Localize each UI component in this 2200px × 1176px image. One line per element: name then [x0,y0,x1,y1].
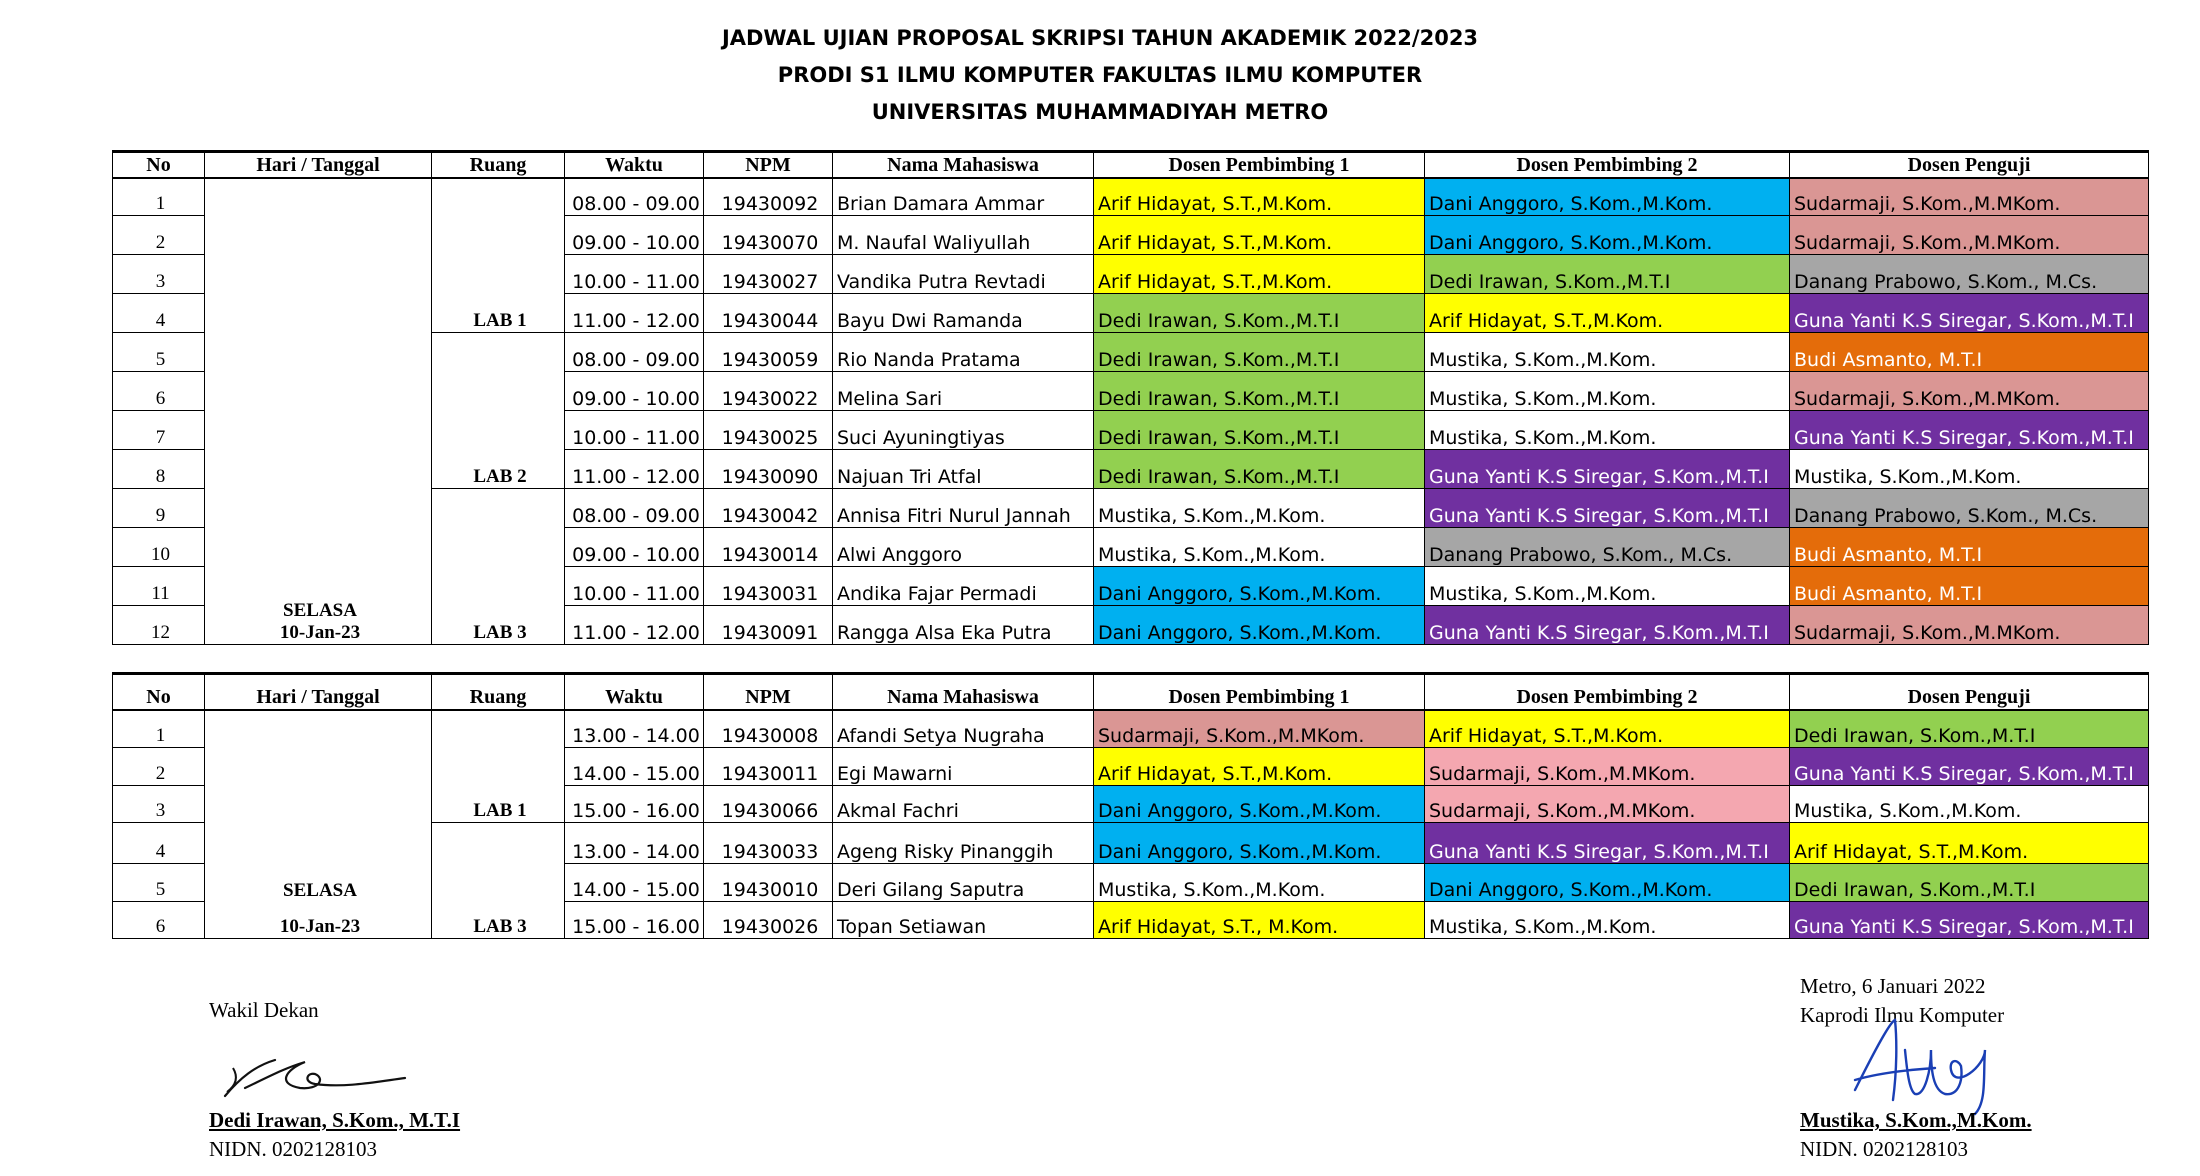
advisor-2-cell: Arif Hidayat, S.T.,M.Kom. [1425,294,1790,333]
signature-left [209,996,319,1025]
time-cell: 09.00 - 10.00 [565,528,704,567]
advisor-2-cell: Mustika, S.Kom.,M.Kom. [1425,372,1790,411]
column-header-p1: Dosen Pembimbing 1 [1094,674,1425,710]
signature-right-role: Kaprodi Ilmu Komputer [1800,1003,2005,1027]
row-number: 1 [113,178,205,216]
advisor-1-cell: Dani Anggoro, S.Kom.,M.Kom. [1094,606,1425,645]
advisor-1-cell: Dani Anggoro, S.Kom.,M.Kom. [1094,786,1425,823]
npm-cell: 19430070 [704,216,833,255]
examiner-cell: Danang Prabowo, S.Kom., M.Cs. [1790,489,2149,528]
advisor-2-cell: Arif Hidayat, S.T.,M.Kom. [1425,710,1790,748]
student-name-cell: Bayu Dwi Ramanda [833,294,1094,333]
npm-cell: 19430090 [704,450,833,489]
student-name-cell: Ageng Risky Pinanggih [833,823,1094,864]
advisor-2-cell: Dani Anggoro, S.Kom.,M.Kom. [1425,178,1790,216]
row-number: 11 [113,567,205,606]
examiner-cell: Mustika, S.Kom.,M.Kom. [1790,450,2149,489]
table-header-row [113,152,2149,178]
signature-left-block [209,1106,460,1164]
advisor-1-cell: Arif Hidayat, S.T.,M.Kom. [1094,255,1425,294]
advisor-2-cell: Mustika, S.Kom.,M.Kom. [1425,567,1790,606]
time-cell: 13.00 - 14.00 [565,710,704,748]
advisor-1-cell: Dedi Irawan, S.Kom.,M.T.I [1094,294,1425,333]
npm-cell: 19430014 [704,528,833,567]
time-cell: 08.00 - 09.00 [565,178,704,216]
examiner-cell: Dedi Irawan, S.Kom.,M.T.I [1790,710,2149,748]
student-name-cell: Deri Gilang Saputra [833,864,1094,902]
day-label: SELASA [283,600,357,621]
advisor-2-cell: Guna Yanti K.S Siregar, S.Kom.,M.T.I [1425,450,1790,489]
time-cell: 14.00 - 15.00 [565,748,704,786]
advisor-1-cell: Mustika, S.Kom.,M.Kom. [1094,489,1425,528]
time-cell: 09.00 - 10.00 [565,372,704,411]
time-cell: 11.00 - 12.00 [565,294,704,333]
advisor-2-cell: Sudarmaji, S.Kom.,M.MKom. [1425,786,1790,823]
signature-right-nidn: NIDN. 0202128103 [1800,1137,1968,1161]
column-header-pg: Dosen Penguji [1790,674,2149,710]
title-line-3: UNIVERSITAS MUHAMMADIYAH METRO [871,100,1329,124]
column-header-room: Ruang [432,674,565,710]
advisor-2-cell: Guna Yanti K.S Siregar, S.Kom.,M.T.I [1425,823,1790,864]
time-cell: 11.00 - 12.00 [565,450,704,489]
column-header-day: Hari / Tanggal [205,152,432,178]
student-name-cell: Akmal Fachri [833,786,1094,823]
npm-cell: 19430091 [704,606,833,645]
signature-right-place-date: Metro, 6 Januari 2022 [1800,974,1986,998]
npm-cell: 19430008 [704,710,833,748]
column-header-npm: NPM [704,674,833,710]
npm-cell: 19430042 [704,489,833,528]
advisor-1-cell: Dedi Irawan, S.Kom.,M.T.I [1094,411,1425,450]
advisor-2-cell: Mustika, S.Kom.,M.Kom. [1425,411,1790,450]
row-number: 7 [113,411,205,450]
day-label: SELASA [283,880,357,901]
advisor-1-cell: Mustika, S.Kom.,M.Kom. [1094,528,1425,567]
room-cell: LAB 3 [432,489,565,645]
column-header-name: Nama Mahasiswa [833,674,1094,710]
npm-cell: 19430092 [704,178,833,216]
examiner-cell: Guna Yanti K.S Siregar, S.Kom.,M.T.I [1790,748,2149,786]
signature-left-image [215,1048,415,1104]
time-cell: 14.00 - 15.00 [565,864,704,902]
examiner-cell: Budi Asmanto, M.T.I [1790,567,2149,606]
advisor-2-cell: Dedi Irawan, S.Kom.,M.T.I [1425,255,1790,294]
column-header-no: No [113,152,205,178]
npm-cell: 19430027 [704,255,833,294]
examiner-cell: Guna Yanti K.S Siregar, S.Kom.,M.T.I [1790,902,2149,939]
row-number: 8 [113,450,205,489]
advisor-2-cell: Dani Anggoro, S.Kom.,M.Kom. [1425,864,1790,902]
time-cell: 15.00 - 16.00 [565,902,704,939]
date-label: 10-Jan-23 [279,916,361,937]
student-name-cell: Annisa Fitri Nurul Jannah [833,489,1094,528]
advisor-2-cell: Mustika, S.Kom.,M.Kom. [1425,902,1790,939]
signature-left-role: Wakil Dekan [209,998,319,1022]
advisor-1-cell: Dani Anggoro, S.Kom.,M.Kom. [1094,567,1425,606]
advisor-1-cell: Dani Anggoro, S.Kom.,M.Kom. [1094,823,1425,864]
row-number: 4 [113,294,205,333]
schedule-table-morning [112,150,2149,645]
day-date-cell [205,710,432,939]
examiner-cell: Arif Hidayat, S.T.,M.Kom. [1790,823,2149,864]
column-header-time: Waktu [565,152,704,178]
date-label: 10-Jan-23 [279,622,361,643]
student-name-cell: Melina Sari [833,372,1094,411]
student-name-cell: Rangga Alsa Eka Putra [833,606,1094,645]
student-name-cell: Topan Setiawan [833,902,1094,939]
npm-cell: 19430011 [704,748,833,786]
examiner-cell: Sudarmaji, S.Kom.,M.MKom. [1790,372,2149,411]
examiner-cell: Dedi Irawan, S.Kom.,M.T.I [1790,864,2149,902]
advisor-2-cell: Danang Prabowo, S.Kom., M.Cs. [1425,528,1790,567]
schedule-table-afternoon [112,672,2149,939]
time-cell: 10.00 - 11.00 [565,411,704,450]
column-header-day: Hari / Tanggal [205,674,432,710]
npm-cell: 19430026 [704,902,833,939]
examiner-cell: Danang Prabowo, S.Kom., M.Cs. [1790,255,2149,294]
time-cell: 15.00 - 16.00 [565,786,704,823]
student-name-cell: Brian Damara Ammar [833,178,1094,216]
document-header [0,20,2200,131]
student-name-cell: Andika Fajar Permadi [833,567,1094,606]
row-number: 9 [113,489,205,528]
column-header-no: No [113,674,205,710]
signature-left-name: Dedi Irawan, S.Kom., M.T.I [209,1108,461,1132]
row-number: 2 [113,216,205,255]
student-name-cell: Rio Nanda Pratama [833,333,1094,372]
examiner-cell: Mustika, S.Kom.,M.Kom. [1790,786,2149,823]
npm-cell: 19430031 [704,567,833,606]
npm-cell: 19430044 [704,294,833,333]
time-cell: 10.00 - 11.00 [565,567,704,606]
table-row [113,178,2149,216]
examiner-cell: Sudarmaji, S.Kom.,M.MKom. [1790,178,2149,216]
student-name-cell: Suci Ayuningtiyas [833,411,1094,450]
room-cell: LAB 1 [432,710,565,823]
table-row [113,710,2149,748]
time-cell: 13.00 - 14.00 [565,823,704,864]
student-name-cell: M. Naufal Waliyullah [833,216,1094,255]
row-number: 3 [113,255,205,294]
time-cell: 11.00 - 12.00 [565,606,704,645]
signature-right-block [1800,1106,2032,1164]
time-cell: 09.00 - 10.00 [565,216,704,255]
advisor-2-cell: Guna Yanti K.S Siregar, S.Kom.,M.T.I [1425,606,1790,645]
examiner-cell: Budi Asmanto, M.T.I [1790,333,2149,372]
column-header-room: Ruang [432,152,565,178]
time-cell: 10.00 - 11.00 [565,255,704,294]
row-number: 1 [113,710,205,748]
examiner-cell: Sudarmaji, S.Kom.,M.MKom. [1790,606,2149,645]
examiner-cell: Budi Asmanto, M.T.I [1790,528,2149,567]
advisor-1-cell: Dedi Irawan, S.Kom.,M.T.I [1094,450,1425,489]
column-header-pg: Dosen Penguji [1790,152,2149,178]
time-cell: 08.00 - 09.00 [565,333,704,372]
advisor-1-cell: Arif Hidayat, S.T.,M.Kom. [1094,748,1425,786]
row-number: 5 [113,333,205,372]
table-header-row [113,674,2149,710]
row-number: 5 [113,864,205,902]
row-number: 3 [113,786,205,823]
row-number: 12 [113,606,205,645]
advisor-1-cell: Arif Hidayat, S.T.,M.Kom. [1094,178,1425,216]
student-name-cell: Egi Mawarni [833,748,1094,786]
room-cell: LAB 3 [432,823,565,939]
column-header-p1: Dosen Pembimbing 1 [1094,152,1425,178]
npm-cell: 19430059 [704,333,833,372]
npm-cell: 19430010 [704,864,833,902]
advisor-2-cell: Sudarmaji, S.Kom.,M.MKom. [1425,748,1790,786]
time-cell: 08.00 - 09.00 [565,489,704,528]
title-line-1: JADWAL UJIAN PROPOSAL SKRIPSI TAHUN AKADEMIK 2022/2023 [721,26,1479,50]
room-cell: LAB 1 [432,178,565,333]
column-header-time: Waktu [565,674,704,710]
npm-cell: 19430025 [704,411,833,450]
npm-cell: 19430066 [704,786,833,823]
examiner-cell: Guna Yanti K.S Siregar, S.Kom.,M.T.I [1790,411,2149,450]
advisor-1-cell: Sudarmaji, S.Kom.,M.MKom. [1094,710,1425,748]
student-name-cell: Alwi Anggoro [833,528,1094,567]
row-number: 6 [113,372,205,411]
advisor-2-cell: Dani Anggoro, S.Kom.,M.Kom. [1425,216,1790,255]
column-header-name: Nama Mahasiswa [833,152,1094,178]
row-number: 2 [113,748,205,786]
signature-left-nidn: NIDN. 0202128103 [209,1137,377,1161]
column-header-p2: Dosen Pembimbing 2 [1425,152,1790,178]
row-number: 10 [113,528,205,567]
column-header-npm: NPM [704,152,833,178]
student-name-cell: Afandi Setya Nugraha [833,710,1094,748]
student-name-cell: Vandika Putra Revtadi [833,255,1094,294]
advisor-1-cell: Dedi Irawan, S.Kom.,M.T.I [1094,333,1425,372]
examiner-cell: Sudarmaji, S.Kom.,M.MKom. [1790,216,2149,255]
row-number: 4 [113,823,205,864]
advisor-2-cell: Mustika, S.Kom.,M.Kom. [1425,333,1790,372]
advisor-1-cell: Dedi Irawan, S.Kom.,M.T.I [1094,372,1425,411]
npm-cell: 19430033 [704,823,833,864]
npm-cell: 19430022 [704,372,833,411]
signature-right-image [1835,1010,2025,1120]
row-number: 6 [113,902,205,939]
room-cell: LAB 2 [432,333,565,489]
title-line-2: PRODI S1 ILMU KOMPUTER FAKULTAS ILMU KOMPUTER [777,63,1423,87]
advisor-1-cell: Mustika, S.Kom.,M.Kom. [1094,864,1425,902]
examiner-cell: Guna Yanti K.S Siregar, S.Kom.,M.T.I [1790,294,2149,333]
student-name-cell: Najuan Tri Atfal [833,450,1094,489]
day-date-cell [205,178,432,645]
signature-right-name: Mustika, S.Kom.,M.Kom. [1800,1108,2032,1132]
advisor-1-cell: Arif Hidayat, S.T.,M.Kom. [1094,216,1425,255]
column-header-p2: Dosen Pembimbing 2 [1425,674,1790,710]
advisor-1-cell: Arif Hidayat, S.T., M.Kom. [1094,902,1425,939]
advisor-2-cell: Guna Yanti K.S Siregar, S.Kom.,M.T.I [1425,489,1790,528]
